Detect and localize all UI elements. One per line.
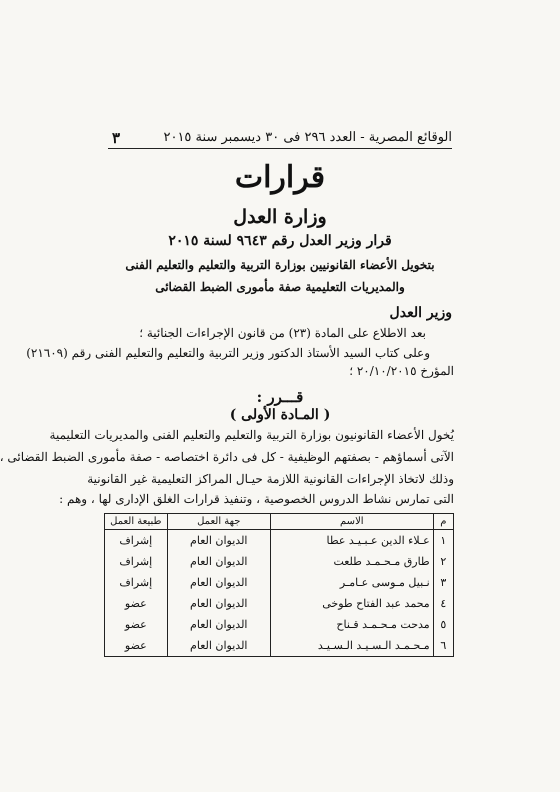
row-role: إشراف [105, 572, 168, 593]
row-num: ٤ [433, 593, 453, 614]
row-org: الديوان العام [167, 635, 270, 657]
ministry-name: وزارة العدل [233, 206, 327, 228]
row-name: نـبيل مـوسى عـامـر [270, 572, 433, 593]
row-num: ١ [433, 530, 453, 552]
article-line4: التى تمارس نشاط الدروس الخصوصية ، وتنفيذ قرارات الغلق الإدارى لها ، وهم : [59, 492, 454, 506]
row-num: ٥ [433, 614, 453, 635]
col-header-org: جهة العمل [167, 514, 270, 530]
decision-title: قرار وزير العدل رقم ٩٦٤٣ لسنة ٢٠١٥ [168, 233, 392, 249]
row-org: الديوان العام [167, 572, 270, 593]
row-role: عضو [105, 635, 168, 657]
table-row [105, 551, 454, 572]
row-name: محمد عبد الفتاح طوخى [270, 593, 433, 614]
page-number: ٣ [112, 129, 121, 147]
table-row [105, 614, 454, 635]
table-row [105, 530, 454, 552]
row-name: مدحت مـحـمـد قـناح [270, 614, 433, 635]
article-line3: وذلك لاتخاذ الإجراءات القانونية اللازمة حيـال المراكز التعليمية غير القانونية [87, 472, 454, 486]
minister-label: وزير العدل [389, 305, 452, 321]
header-title: الوقائع المصرية - العدد ٢٩٦ فى ٣٠ ديسمبر سنة ٢٠١٥ [163, 130, 452, 145]
decision-subject-line2: والمديريات التعليمية صفة مأمورى الضبط القضائى [155, 280, 405, 294]
row-num: ٣ [433, 572, 453, 593]
row-name: عـلاء الدين عـبـيـد عطا [270, 530, 433, 552]
preamble-line2: وعلى كتاب السيد الأستاذ الدكتور وزير التربية والتعليم والتعليم الفنى رقم (٢١٦٠٩) [26, 346, 430, 360]
col-header-name: الاسم [270, 514, 433, 530]
row-role: عضو [105, 614, 168, 635]
row-role: عضو [105, 593, 168, 614]
row-num: ٢ [433, 551, 453, 572]
row-name: طارق مـحـمـد طلعت [270, 551, 433, 572]
row-role: إشراف [105, 551, 168, 572]
table-header-row [105, 514, 454, 530]
decides-heading: قـــرر : [256, 388, 304, 406]
row-num: ٦ [433, 635, 453, 657]
decision-subject-line1: بتخويل الأعضاء القانونيين بوزارة التربية والتعليم والتعليم الفنى [125, 258, 435, 272]
article-title: ( المـادة الأولى ) [229, 407, 331, 423]
table-row [105, 572, 454, 593]
row-name: مـحـمـد الـسـيـد الـسـيـد [270, 635, 433, 657]
col-header-role: طبيعة العمل [105, 514, 168, 530]
table-row [105, 635, 454, 657]
row-role: إشراف [105, 530, 168, 552]
running-header [108, 128, 452, 149]
article-line2: الآتى أسماؤهم - بصفتهم الوظيفية - كل فى دائرة اختصاصه - صفة مأمورى الضبط القضائى ، [0, 450, 454, 464]
preamble-line3: المؤرخ ٢٠/١٠/٢٠١٥ ؛ [349, 364, 454, 378]
preamble-line1: بعد الاطلاع على المادة (٢٣) من قانون الإجراءات الجنائية ؛ [139, 326, 426, 340]
article-line1: يُخول الأعضاء القانونيون بوزارة التربية والتعليم والتعليم الفنى والمديريات التعليمية [49, 428, 454, 442]
members-table [104, 513, 454, 657]
row-org: الديوان العام [167, 530, 270, 552]
row-org: الديوان العام [167, 593, 270, 614]
table-row [105, 593, 454, 614]
row-org: الديوان العام [167, 551, 270, 572]
row-org: الديوان العام [167, 614, 270, 635]
main-title: قرارات [234, 160, 326, 195]
col-header-num: م [433, 514, 453, 530]
